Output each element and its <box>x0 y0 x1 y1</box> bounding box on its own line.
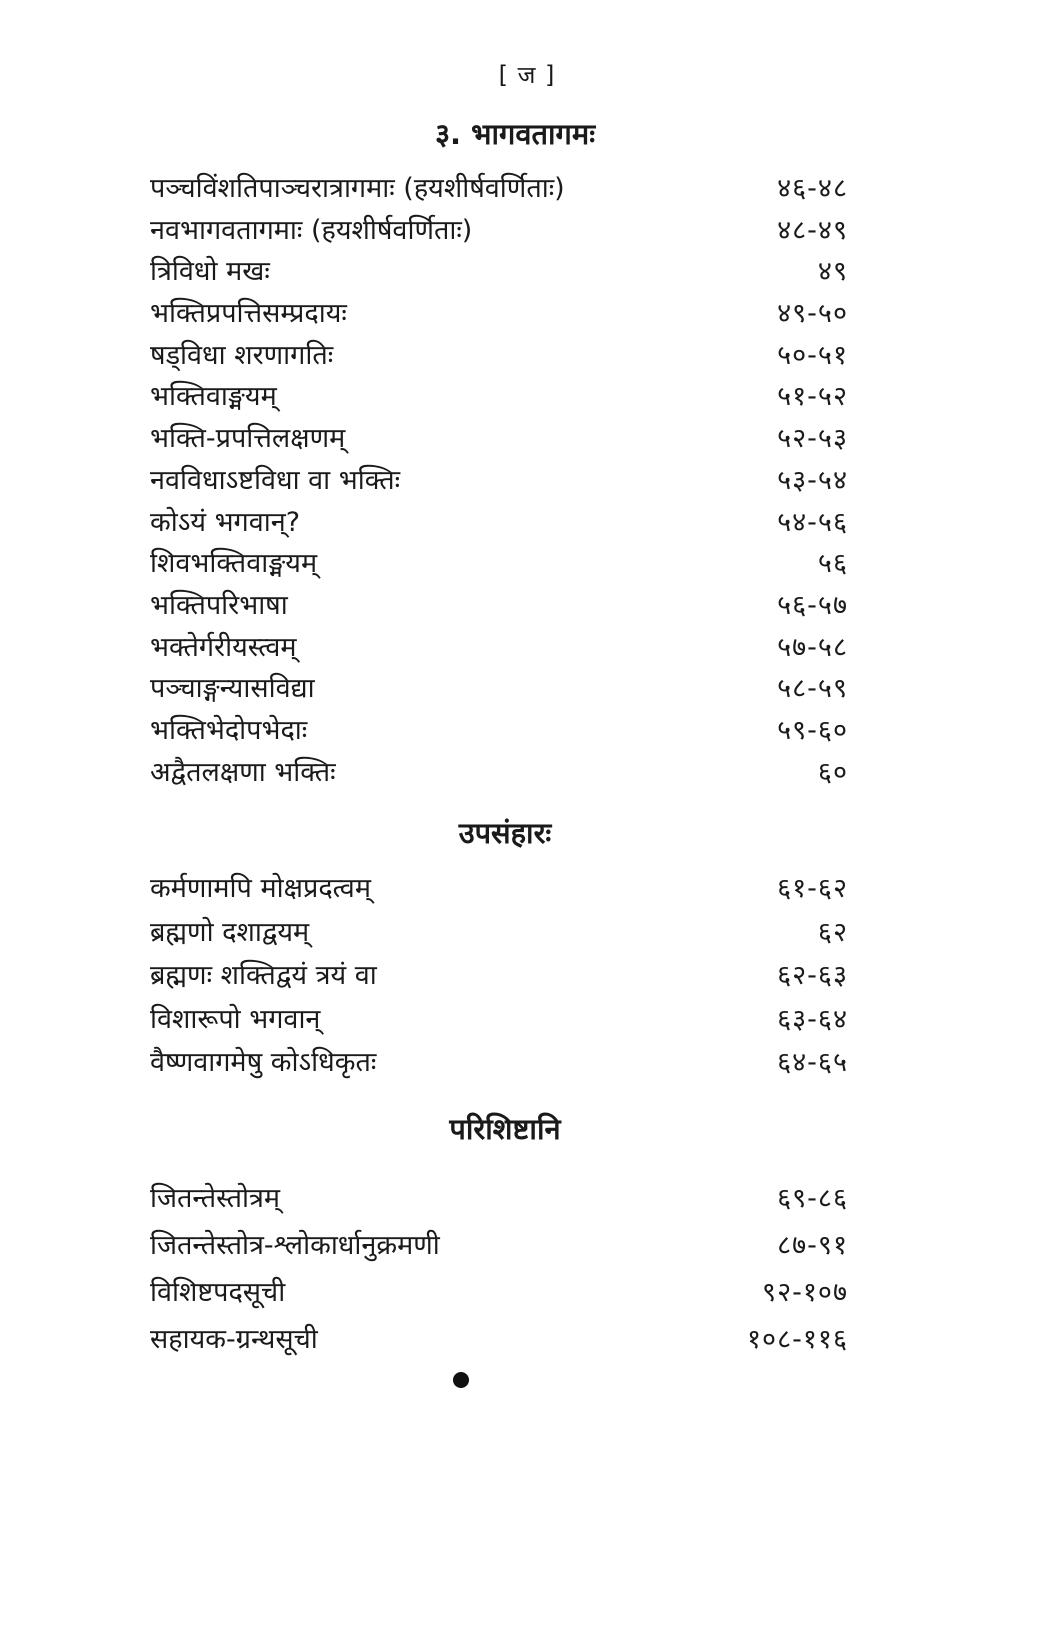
section-entries-parishishtani <box>150 1175 860 1363</box>
toc-entry-pages: ६० <box>817 756 848 788</box>
end-of-contents-bullet <box>453 1372 469 1388</box>
toc-entry[interactable] <box>150 543 860 585</box>
toc-entry-title: षड्विधा शरणागतिः <box>150 339 334 371</box>
toc-entry[interactable] <box>150 710 860 752</box>
toc-entry[interactable] <box>150 585 860 627</box>
toc-entry-title: कोऽयं भगवान्? <box>150 506 301 538</box>
toc-entry-pages: ५६-५७ <box>777 589 848 621</box>
toc-entry[interactable] <box>150 752 860 794</box>
toc-entry-title: भक्तिवाङ्मयम् <box>150 381 277 413</box>
toc-entry-title: भक्तिभेदोपभेदाः <box>150 714 308 746</box>
toc-entry[interactable] <box>150 460 860 502</box>
toc-entry-title: भक्तिपरिभाषा <box>150 589 288 621</box>
toc-entry-pages: ६९-८६ <box>777 1182 848 1214</box>
toc-entry[interactable] <box>150 911 860 955</box>
toc-entry[interactable] <box>150 168 860 210</box>
toc-entry-pages: ६४-६५ <box>777 1047 848 1079</box>
toc-entry-pages: ५०-५१ <box>777 339 848 371</box>
toc-entry-pages: ५८-५९ <box>777 673 848 705</box>
toc-entry[interactable] <box>150 1269 860 1316</box>
toc-entry-title: भक्तेर्गरीयस्त्वम् <box>150 631 297 663</box>
toc-entry-pages: ४९-५० <box>777 298 848 330</box>
section-entries-upasamhara <box>150 867 860 1085</box>
toc-entry-title: विशिष्टपदसूची <box>150 1276 286 1308</box>
toc-entry-title: पञ्चविंशतिपाञ्चरात्रागमाः (हयशीर्षवर्णिताः) <box>150 173 565 204</box>
toc-entry-pages: ५६ <box>817 548 848 580</box>
section-heading-parishishtani: परिशिष्टानि <box>449 1111 561 1146</box>
toc-entry[interactable] <box>150 1175 860 1222</box>
toc-entry[interactable] <box>150 627 860 669</box>
toc-entry[interactable] <box>150 998 860 1042</box>
toc-entry[interactable] <box>150 376 860 418</box>
toc-entry-title: नवविधाऽष्टविधा वा भक्तिः <box>150 464 401 496</box>
toc-entry-title: नवभागवतागमाः (हयशीर्षवर्णिताः) <box>150 214 473 246</box>
section-heading-upasamhara: उपसंहारः <box>458 816 552 851</box>
page-number-marker: [ ज ] <box>498 61 556 89</box>
toc-entry-pages: ४८-४९ <box>777 214 848 246</box>
toc-entry-pages: ५४-५६ <box>777 506 848 538</box>
toc-entry-title: अद्वैतलक्षणा भक्तिः <box>150 756 336 788</box>
toc-entry-title: पञ्चाङ्गन्यासविद्या <box>150 673 315 705</box>
toc-entry-pages: ६२-६३ <box>777 960 848 992</box>
toc-entry-title: भक्तिप्रपत्तिसम्प्रदायः <box>150 298 347 330</box>
toc-entry-pages: ८७-९१ <box>777 1229 848 1261</box>
toc-entry-pages: ५२-५३ <box>777 423 848 455</box>
toc-entry[interactable] <box>150 668 860 710</box>
toc-entry-pages: ६१-६२ <box>777 873 848 905</box>
toc-entry[interactable] <box>150 502 860 544</box>
toc-entry-pages: ९२-१०७ <box>762 1276 848 1308</box>
toc-entry-title: शिवभक्तिवाङ्मयम् <box>150 548 318 580</box>
toc-entry-pages: ६३-६४ <box>777 1003 848 1035</box>
section-entries-bhagavatagama <box>150 168 860 793</box>
toc-entry[interactable] <box>150 418 860 460</box>
toc-entry-pages: ४६-४८ <box>777 173 848 204</box>
toc-entry-title: भक्ति-प्रपत्तिलक्षणम् <box>150 423 346 455</box>
toc-entry-title: ब्रह्मणः शक्तिद्वयं त्रयं वा <box>150 960 377 992</box>
toc-entry-title: कर्मणामपि मोक्षप्रदत्वम् <box>150 873 371 905</box>
table-of-contents <box>150 112 860 1363</box>
toc-entry-pages: ५१-५२ <box>777 381 848 413</box>
toc-entry[interactable] <box>150 335 860 377</box>
toc-entry-pages: १०८-११६ <box>747 1323 848 1355</box>
toc-entry[interactable] <box>150 1222 860 1269</box>
toc-entry-title: ब्रह्मणो दशाद्वयम् <box>150 916 310 948</box>
toc-entry[interactable] <box>150 1041 860 1085</box>
toc-entry[interactable] <box>150 210 860 252</box>
toc-entry-title: विशारूपो भगवान् <box>150 1003 321 1035</box>
toc-entry[interactable] <box>150 1316 860 1363</box>
toc-entry[interactable] <box>150 293 860 335</box>
toc-entry-title: सहायक-ग्रन्थसूची <box>150 1323 318 1355</box>
toc-entry-pages: ५७-५८ <box>777 631 848 663</box>
toc-entry-pages: ५९-६० <box>777 714 848 746</box>
toc-entry-title: जितन्तेस्तोत्रम् <box>150 1182 281 1214</box>
toc-entry-pages: ५३-५४ <box>777 464 848 496</box>
toc-entry-title: वैष्णवागमेषु कोऽधिकृतः <box>150 1047 377 1079</box>
section-heading-bhagavatagama: ३. भागवतागमः <box>434 117 596 151</box>
toc-entry-title: त्रिविधो मखः <box>150 256 270 288</box>
toc-entry[interactable] <box>150 251 860 293</box>
toc-entry[interactable] <box>150 954 860 998</box>
toc-entry-pages: ६२ <box>817 916 848 948</box>
toc-entry[interactable] <box>150 867 860 911</box>
toc-entry-title: जितन्तेस्तोत्र-श्लोकार्धानुक्रमणी <box>150 1229 440 1261</box>
toc-entry-pages: ४९ <box>817 256 848 288</box>
